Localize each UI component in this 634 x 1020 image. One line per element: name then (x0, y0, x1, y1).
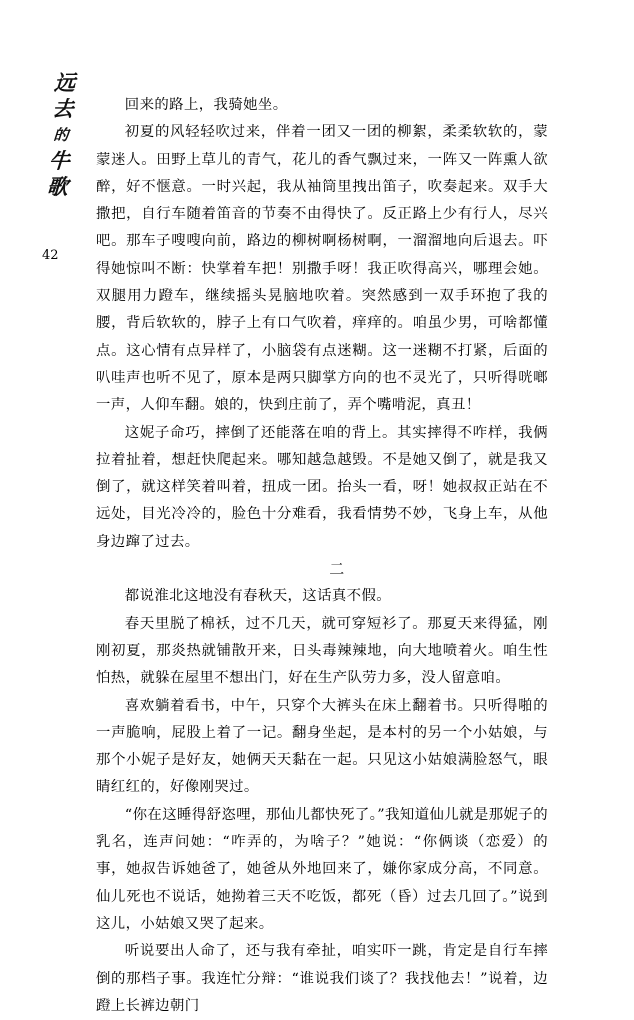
paragraph: 初夏的风轻轻吹过来，伴着一团又一团的柳絮，柔柔软软的，蒙蒙迷人。田野上草儿的青气，花儿的香气飘过来，一阵又一阵熏人欲醉，好不惬意。一时兴起，我从袖筒里拽出笛子，吹奏起来。双手大撒把，自行车随着笛音的节奏不由得快了。反正路上少有行人，尽兴吧。那车子嗖嗖向前，路边的柳树啊杨树啊，一溜溜地向后退去。吓得她惊叫不断：快掌着车把！别撒手呀！我正吹得高兴，哪理会她。双腿用力蹬车，继续摇头晃脑地吹着。突然感到一双手环抱了我的腰，背后软软的，脖子上有口气吹着，痒痒的。咱虽少男，可啥都懂点。这心情有点异样了，小脑袋有点迷糊。这一迷糊不打紧，后面的叭哇声也听不见了，原本是两只脚掌方向的也不灵光了，只听得咣啷一声，人仰车翻。娘的，快到庄前了，弄个嘴啃泥，真丑！ (96, 124, 548, 414)
body-text-column (96, 92, 548, 1020)
paragraph: 春天里脱了棉袄，过不几天，就可穿短衫了。那夏天来得猛，刚刚初夏，那炎热就铺散开来，日头毒辣辣地，向大地喷着火。咱生性怕热，就躲在屋里不想出门，好在生产队劳力多，没人留意咱。 (96, 615, 548, 687)
running-head-title (33, 70, 88, 200)
running-head-char-5: 歌 (46, 174, 69, 199)
paragraph: 喜欢躺着看书，中午，只穿个大裤头在床上翻着书。只听得啪的一声脆响，屁股上着了一记。翻身坐起，是本村的另一个小姑娘，与那个小妮子是好友，她俩天天黏在一起。只见这小姑娘满脸怒气，眼睛红红的，好像刚哭过。 (96, 697, 548, 796)
running-head-char-3: 的 (52, 126, 70, 144)
paragraph: 回来的路上，我骑她坐。 (124, 97, 288, 113)
paragraph: “你在这睡得舒恣哩，那仙儿都快死了。”我知道仙儿就是那妮子的乳名，连声问她：“咋弄的，为啥子？”她说：“你俩谈（恋爱）的事，她叔告诉她爸了，她爸从外地回来了，嫌你家成分高，不同意。仙儿死也不说话，她拗着三天不吃饭，都死（昏）过去几回了。”说到这儿，小姑娘又哭了起来。 (96, 806, 548, 932)
running-head-char-4: 牛 (47, 148, 71, 173)
paragraph: 听说要出人命了，还与我有牵扯，咱实吓一跳，肯定是自行车摔倒的那档子事。我连忙分辩：“谁说我们谈了？我找他去！”说着，边蹬上长裤边朝门 (96, 943, 548, 1014)
paragraph: 这妮子命巧，摔倒了还能落在咱的背上。其实摔得不咋样，我俩拉着扯着，想赶快爬起来。哪知越急越毁。不是她又倒了，就是我又倒了，就这样笑着叫着，扭成一团。抬头一看，呀！她叔叔正站在不远处，目光冷冷的，脸色十分难看，我看情势不妙，飞身上车，从他身边蹿了过去。 (96, 424, 548, 550)
paragraph: 都说淮北这地没有春秋天，这话真不假。 (124, 588, 392, 605)
section-number: 二 (329, 560, 345, 579)
page-number: 42 (42, 248, 59, 263)
running-head-char-1: 远 (53, 70, 77, 95)
running-head-char-2: 去 (51, 96, 75, 121)
